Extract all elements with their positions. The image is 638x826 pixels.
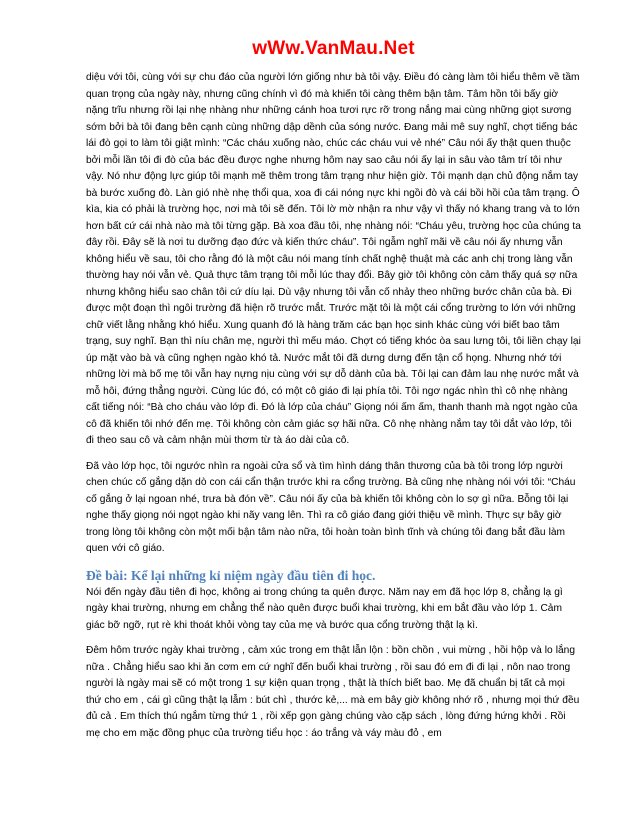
body-paragraph-1: diệu với tôi, cùng với sự chu đáo của người lớn giống như bà tôi vậy. Điều đó càng làm tôi hiểu thêm về tầm quan trọng của ngày này, nhưng cũng chính vì đó mà khiến tôi càng thêm bận tâm. Tâm hồn tôi bấy giờ nặng trĩu nhưng rồi lại nhẹ nhàng như những cánh hoa tươi rực rỡ trong nắng mai cùng những giọt sương sớm bởi bà tôi đang bên cạnh cùng những dập dềnh của sóng nước. Đang mải mê suy nghĩ, chợt tiếng bác lái đò gọi to làm tôi giật mình: “Các cháu xuống nào, chúc các cháu vui vẻ nhé” Câu nói ấy thật quen thuộc bởi mỗi lần tôi đi đò của bác đều được nghe nhưng hôm nay sao câu nói ấy lại in sâu vào tâm trí tôi như vậy. Nó như động lực giúp tôi mạnh mẽ thêm trong tâm trạng như hiện giờ. Tôi mạnh dạn chủ động nắm tay bà bước xuống đò. Làn gió nhè nhẹ thổi qua, xoa đi cái nóng nực khi ngồi đò và cái bồi hồi của tâm trạng. Ô kìa, kia có phải là trường học, nơi mà tôi sẽ đến. Tôi lờ mờ nhận ra như vậy vì thấy nó khang trang và to lớn hơn bất cứ cái nhà nào mà tôi từng gặp. Bà xoa đầu tôi, nhẹ nhàng nói: “Cháu yêu, trường học của chúng ta đây rồi. Đây sẽ là nơi tu dưỡng đạo đức và kiến thức cháu”. Tôi ngẫm nghĩ mãi về câu nói ấy nhưng vẫn không hiểu về sau, tôi cho rằng đó là một câu nói mang tính chất nghệ thuật mà các anh chị trong làng vẫn thường hay nói vẫn vẻ. Quả thực tâm trạng tôi mỗi lúc thay đổi. Bây giờ tôi không còn cảm thấy quá sợ nữa nhưng không hiểu sao chân tôi cứ díu lại. Dù vậy nhưng tôi vẫn cố nhảy theo những bước chân của bà. Đi được một đoạn thì ngôi trường đã hiện rõ trước mắt. Trước mặt tôi là một cái cổng trường to lớn với những chữ viết lằng nhằng khó hiểu. Xung quanh đó là hàng trăm các bạn học sinh khác cùng với biết bao tâm trạng, suy nghĩ. Bạn thì níu chân mẹ, người thì mếu máo. Chợt có tiếng khóc òa sau lưng tôi, tôi liền chạy lại úp mặt vào bà và cũng nghẹn ngào khó tả. Nước mắt tôi đã dưng dưng đến tận cổ họng. Nhưng nhớ tới những lời mà bố mẹ tôi vẫn hay nựng nịu cùng với sự dỗ dành của bà. Tôi lại can đảm lau nhẹ nước mắt và mỗ hôi, đứng thẳng người. Cùng lúc đó, có một cô giáo đi lại phía tôi. Tôi ngơ ngác nhìn thì cô nhẹ nhàng cất tiếng nói: “Bà cho cháu vào lớp đi. Đó là lớp của cháu” Giọng nói ấm ấm, thanh thanh mà ngọt ngào của cô đã khiến tôi nhớ đến mẹ. Tôi không còn cảm giác sợ hãi nữa. Cô nhẹ nhàng nắm tay tôi dắt vào lớp, tôi đi theo sau cô và cảm nhận mùi thơm từ tà áo dài của cô. xyxy=(86,72,581,446)
section-paragraph-1: Nói đến ngày đầu tiên đi học, không ai trong chúng ta quên được. Năm nay em đã học lớp 8, chẳng lạ gì ngày khai trường, nhưng em chẳng thể nào quên được buổi khai trường, khi em bắt đầu vào lớp 1. Cảm giác bỡ ngỡ, rụt rè khi thoát khỏi vòng tay của mẹ và bước qua cổng trường thật lạ kì. xyxy=(86,586,563,631)
site-header: wWw.VanMau.Net xyxy=(252,38,415,59)
section-paragraph-2: Đêm hôm trước ngày khai trường , cảm xúc trong em thật lẫn lộn : bồn chồn , vui mừng , hồi hộp và lo lắng nữa . Chẳng hiểu sao khi ăn cơm em cứ nghĩ đến buổi khai trường , rồi sau đó em đi đi lại , nôn nao trong người là ngày mai sẽ có một trong 1 sự kiện quan trọng , thật là thích biết bao. Mẹ đã chuẩn bị tất cả mọi thứ cho em , cái gì cũng thật lạ lẫm : bút chì , thước kẻ,... mà em bây giờ không nhớ rõ , nhưng mọi thứ đều đủ cả . Em thích thú ngắm từng thứ 1 , rồi xếp gọn gàng chúng vào cặp sách , lòng đứng hứng khởi . Rồi mẹ cho em mặc đồng phục của trường tiểu học : áo trắng và váy màu đỏ , em xyxy=(86,645,580,739)
section-heading: Đề bài: Kể lại những kỉ niệm ngày đầu tiên đi học. xyxy=(86,567,376,583)
body-paragraph-2: Đã vào lớp học, tôi ngước nhìn ra ngoài cửa sổ và tìm hình dáng thân thương của bà tôi trong lớp người chen chúc cố gắng dặn dò con cái cẩn thận trước khi ra cổng trường. Bà cũng nhẹ nhàng nói với tôi: “Cháu cố gắng ở lại ngoan nhé, trưa bà đón về”. Câu nói ấy của bà khiến tôi không còn lo sợ gì nữa. Bỗng tôi lại nghe thấy giọng nói ngọt ngào khi nãy vang lên. Thì ra cô giáo đang giới thiệu về mình. Thực sự bây giờ trong lòng tôi không còn một mối bận tâm nào nữa, tôi hoàn toàn bình tĩnh và chúng tôi đang bắt đầu làm quen với cô giáo. xyxy=(86,460,576,554)
